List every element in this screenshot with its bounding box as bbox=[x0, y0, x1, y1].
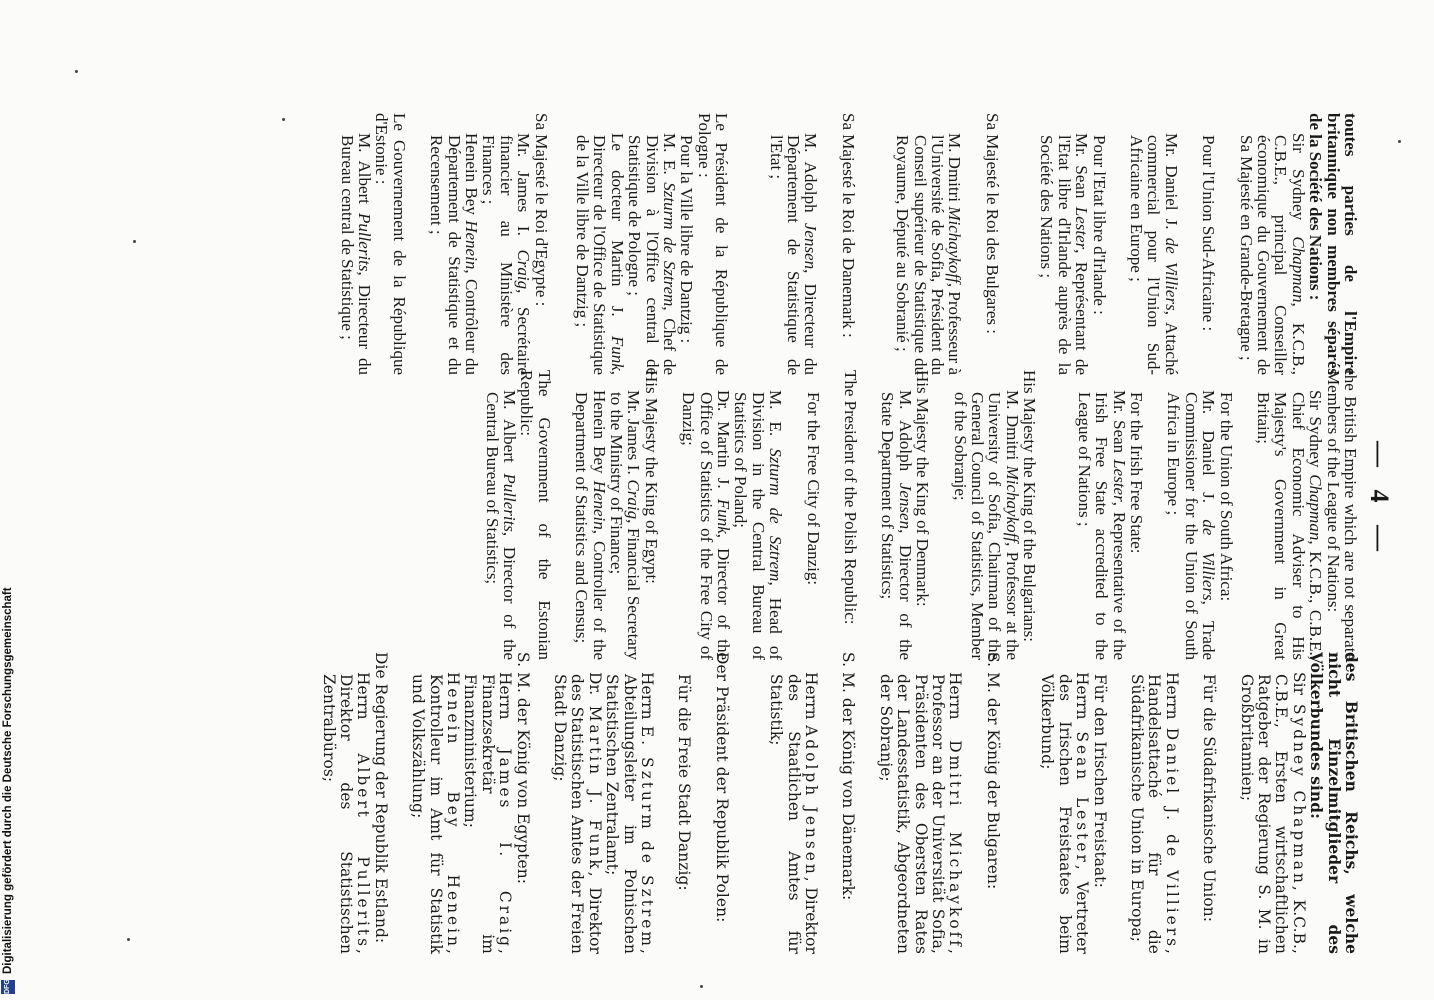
de-heading-danzig: Für die Freie Stadt Danzig: bbox=[675, 674, 694, 891]
english-column bbox=[483, 370, 1359, 660]
en-entry-jensen: M. Adolph Jensen, Director of the State Department of Statistics; bbox=[878, 390, 915, 660]
fr-entry-jensen: M. Adolph Jensen, Directeur du Département de Statistique de l'Etat ; bbox=[766, 133, 821, 375]
en-heading-ireland: For the Irish Free State: bbox=[1126, 392, 1146, 554]
en-entry-sztrem: M. E. Szturm de Sztrem, Head of Division in the Central Bureau of Statistics of Poland; bbox=[731, 390, 786, 660]
en-sovereign-denmark: His Majesty the King of Denmark: bbox=[913, 370, 933, 607]
de-entry-henein: Henein Bey Henein, Kontrolleur im Amt für Statistik und Volkszählung; bbox=[409, 672, 462, 954]
digitization-footer bbox=[0, 0, 18, 1000]
german-column bbox=[319, 652, 1359, 954]
de-sovereign-poland: Der Präsident der Republik Polen: bbox=[712, 652, 731, 923]
de-entry-villiers: Herrn Daniel J. de Villiers, Handelsattaché für die Südafrikanische Union in Europa; bbox=[1127, 672, 1181, 954]
fr-sovereign-poland: Le Président de la République de Pologne : bbox=[694, 113, 732, 375]
en-entry-chapman: Sir Sydney Chapman, K.C.B., C.B.E., Chief Economic Adviser to His Majesty's Government in Great Britain; bbox=[1253, 390, 1326, 660]
fr-heading-south-africa: Pour l'Union Sud-Africaine : bbox=[1199, 135, 1219, 332]
fr-entry-craig: Mr. James I. Craig, Secrétaire financier au Ministère des Finances ; bbox=[479, 133, 534, 375]
fr-entry-villiers: Mr. Daniel J. de Villiers, Attaché commercial pour l'Union Sud-Africaine en Europe ; bbox=[1126, 133, 1181, 375]
de-sovereign-egypt: S. M. der König von Egypten: bbox=[513, 652, 532, 885]
de-para-0: des Britischen Reichs, welche nicht Einzelmitglieder des Völkerbundes sind: bbox=[1307, 652, 1360, 954]
fr-entry-henein: Henein Bey Henein, Contrôleur du Département de Statistique et du Recensement ; bbox=[427, 133, 481, 375]
en-heading-danzig: For the Free City of Danzig: bbox=[803, 392, 823, 586]
fr-entry-sztrem: M. E. Szturm de Sztrem, Chef de Division à l'Office central de Statistique de Pologne ; bbox=[625, 133, 680, 376]
en-sovereign-poland: The President of the Polish Republic: bbox=[841, 370, 861, 625]
fr-entry-funk: Le docteur Martin J. Funk, Directeur de l'Office de Statistique de la Ville libre de Dantzig ; bbox=[573, 133, 627, 375]
en-heading-south-africa: For the Union of South Africa: bbox=[1216, 392, 1236, 602]
fr-sovereign-denmark: Sa Majesté le Roi de Danemark : bbox=[838, 113, 858, 338]
en-sovereign-bulgaria: His Majesty the King of the Bulgarians: bbox=[1020, 370, 1040, 642]
de-entry-michaykoff: Herrn Dmitri Michaykoff, Professor an der Universität Sofia, Präsidenten des Obersten Rates der Landesstatistik, Abgeordneten der Sobranje; bbox=[876, 672, 965, 954]
scan-speck bbox=[1398, 140, 1401, 143]
scan-speck bbox=[75, 70, 78, 73]
en-entry-pullerits: M. Albert Pullerits, Director of the Central Bureau of Statistics; bbox=[482, 390, 519, 660]
fr-entry-michaykoff: M. Dmitri Michaykoff, Professeur à l'Université de Sofia, Président du Conseil supérieur de Statistique du Royaume, Député au Sobranié ; bbox=[893, 133, 965, 376]
de-entry-funk: Dr. Martin J. Funk, Direktor des Statistischen Amtes der Freien Stadt Danzig; bbox=[551, 672, 604, 954]
fr-heading-danzig: Pour la Ville libre de Dantzig : bbox=[677, 135, 697, 344]
scan-speck bbox=[133, 240, 136, 243]
fr-sovereign-estonia: Le Gouvernement de la République d'Estonie : bbox=[372, 113, 409, 375]
de-sovereign-bulgaria: S. M. der König der Bulgaren: bbox=[983, 652, 1002, 890]
fr-sovereign-bulgaria: Sa Majesté le Roi des Bulgares : bbox=[982, 113, 1002, 334]
french-column bbox=[338, 113, 1359, 375]
de-entry-craig: Herrn James I. Craig, Finanzsekretär im Finanzministerium; bbox=[461, 672, 515, 954]
de-entry-chapman: Sir Sydney Chapman, K.C.B., C.B.E., Ersten wirtschaftlichen Ratgeber der Regierung S. M. in Großbritannien; bbox=[1237, 672, 1308, 954]
en-sovereign-estonia: The Government of the Estonian Republic: bbox=[517, 370, 554, 660]
scan-speck bbox=[282, 118, 285, 121]
en-sovereign-egypt: His Majesty the King of Egypt: bbox=[641, 370, 661, 584]
fr-heading-ireland: Pour l'Etat libre d'Irlande : bbox=[1089, 135, 1109, 315]
fr-entry-lester: Mr. Sean Lester, Représentant de l'Etat libre d'Irlande auprès de la Société des Nations ; bbox=[1037, 133, 1092, 375]
fr-sovereign-egypt: Sa Majesté le Roi d'Egypte : bbox=[531, 113, 551, 307]
dfg-logo: DFG bbox=[1, 980, 15, 994]
de-sovereign-estonia: Die Regierung der Republik Estland: bbox=[371, 652, 390, 944]
de-entry-jensen: Herrn Adolph Jensen, Direktor des Staatlichen Amtes für Statistik; bbox=[767, 672, 821, 954]
de-sovereign-denmark: S. M. der König von Dänemark: bbox=[839, 652, 858, 901]
fr-para-0: toutes parties de l'Empire britannique non membres séparés de la Société des Nations : bbox=[1306, 113, 1360, 375]
de-entry-pullerits: Herrn Albert Pullerits, Direktor des Statistischen Zentralbüros; bbox=[319, 672, 373, 955]
de-entry-lester: Herrn Sean Lester, Vertreter des Irischen Freistaates beim Völkerbund; bbox=[1038, 672, 1092, 955]
scan-speck bbox=[700, 985, 703, 988]
fr-entry-chapman: Sir Sydney Chapman, K.C.B., C.B.E., principal Conseiller économique du Gouvernement de Sa Majesté en Grande-Bretagne ; bbox=[1236, 133, 1308, 375]
en-entry-funk: Dr. Martin J. Funk, Director of the Office of Statistics of the Free City of Danzig; bbox=[679, 390, 734, 660]
en-entry-craig: Mr. James I. Craig, Financial Secretary to the Ministry of Finance; bbox=[607, 390, 644, 660]
digitization-note: Digitalisierung gefördert durch die Deutsche Forschungsgemeinschaft bbox=[2, 587, 14, 974]
en-entry-villiers: Mr. Daniel J. de Villiers, Trade Commissioner for the Union of South Africa in Europe ; bbox=[1164, 390, 1219, 660]
en-entry-michaykoff: M. Dmitri Michaykoff, Professor at the University of Sofia, Chairman of the General Council of Statistics, Member of the Sobranje; bbox=[950, 390, 1022, 660]
scan-speck bbox=[127, 938, 130, 941]
en-para-0: the British Empire which are not separate Members of the League of Nations: bbox=[1323, 370, 1360, 660]
fr-entry-pullerits: M. Albert Pullerits, Directeur du Bureau central de Statistique ; bbox=[337, 133, 374, 376]
de-heading-south-africa: Für die Südafrikanische Union: bbox=[1200, 674, 1219, 923]
en-entry-lester: Mr. Sean Lester, Representative of the Irish Free State accredited to the League of Nations ; bbox=[1074, 390, 1129, 660]
de-entry-sztrem: Herrn E. Szturm de Sztrem, Abteilungsleiter im Polnischen Statistischen Zentralamt; bbox=[603, 672, 657, 954]
page-number: — 4 — bbox=[1365, 441, 1394, 559]
en-entry-henein: Henein Bey Henein, Controller of the Department of Statistics and Census; bbox=[572, 390, 609, 660]
de-heading-ireland: Für den Irischen Freistaat: bbox=[1090, 674, 1109, 888]
